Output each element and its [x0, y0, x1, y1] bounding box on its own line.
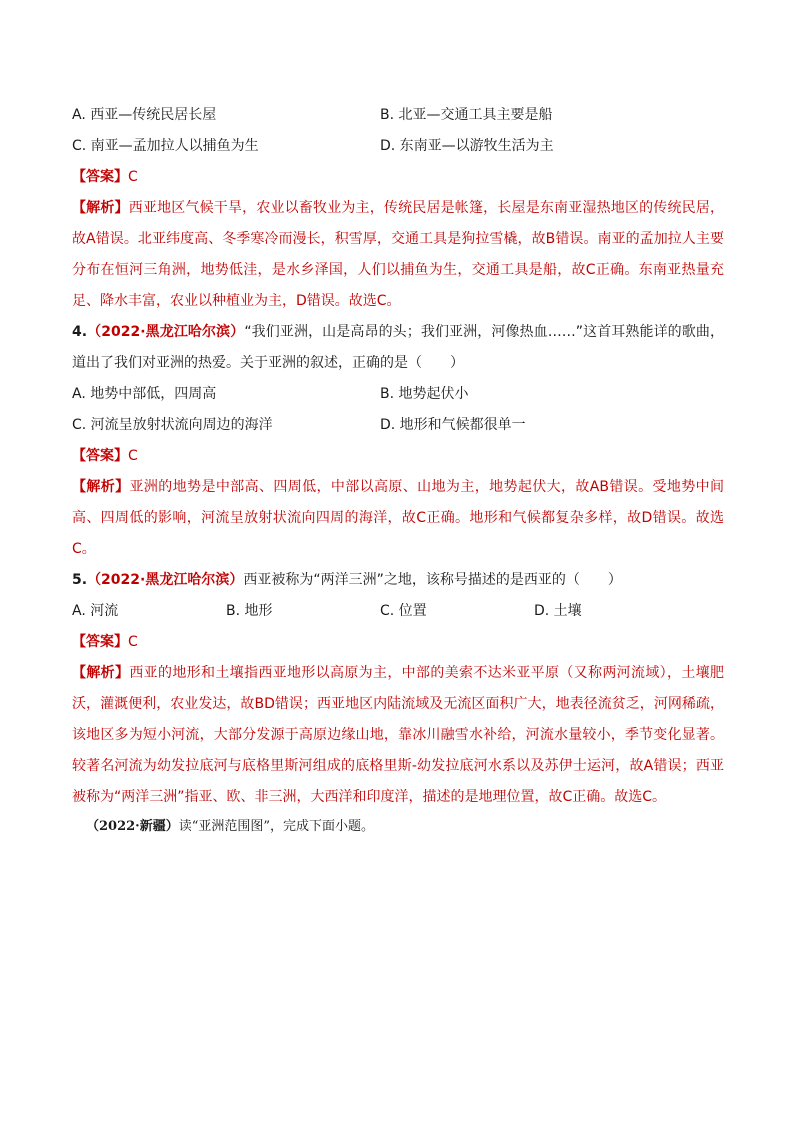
question-text: 西亚被称为“两洋三洲”之地，该称号描述的是西亚的（ ）: [243, 572, 622, 588]
q4-stem: [72, 317, 724, 379]
question-number: 4.: [72, 324, 88, 340]
q5-option-a: A. 河流: [72, 603, 119, 619]
answer-label: 【答案】: [72, 634, 128, 650]
analysis-text: 西亚地区气候干旱，农业以畜牧业为主，传统民居是帐篷，长屋是东南亚湿热地区的传统民居，故A错误。北亚纬度高、冬季寒冷而漫长，积雪厚，交通工具是狗拉雪橇，故B错误。南亚的孟加拉人主要分布在恒河三角洲，地势低洼，是水乡泽国，人们以捕鱼为生，交通工具是船，故C正确。东南亚热量充足、降水丰富，农业以种植业为主，D错误。故选C。: [72, 200, 725, 309]
q4-options-row-2: [72, 410, 724, 441]
q5-stem: [72, 565, 724, 596]
answer-value: C: [128, 634, 138, 650]
next-group-intro: [72, 813, 724, 841]
q3-option-a: A. 西亚—传统民居长屋: [72, 107, 217, 123]
q4-option-a: A. 地势中部低，四周高: [72, 386, 217, 402]
q3-option-d: D. 东南亚—以游牧生活为主: [380, 138, 554, 154]
q3-analysis: [72, 193, 724, 317]
document-page: [72, 100, 724, 841]
question-text: “我们亚洲，山是高昂的头；我们亚洲，河像热血……”这首耳熟能详的歌曲，道出了我们对亚洲的热爱。关于亚洲的叙述，正确的是（ ）: [72, 324, 724, 371]
analysis-text: 亚洲的地势是中部高、四周低，中部以高原、山地为主，地势起伏大，故AB错误。受地势中间高、四周低的影响，河流呈放射状流向四周的海洋，故C正确。地形和气候都复杂多样，故D错误。故选C。: [72, 479, 724, 557]
answer-label: 【答案】: [72, 169, 128, 185]
analysis-label: 【解析】: [72, 200, 129, 216]
q5-option-b: B. 地形: [226, 603, 273, 619]
analysis-label: 【解析】: [72, 479, 130, 495]
answer-value: C: [128, 169, 138, 185]
q4-option-d: D. 地形和气候都很单一: [380, 417, 526, 433]
group-instruction: 读“亚洲范围图”，完成下面小题。: [178, 819, 375, 834]
q3-options-row-1: [72, 100, 724, 131]
analysis-label: 【解析】: [72, 665, 130, 681]
answer-label: 【答案】: [72, 448, 128, 464]
q3-option-c: C. 南亚—孟加拉人以捕鱼为生: [72, 138, 259, 154]
q5-option-c: C. 位置: [380, 603, 427, 619]
answer-value: C: [128, 448, 138, 464]
q5-option-d: D. 土壤: [534, 603, 582, 619]
question-source: （2022·黑龙江哈尔滨）: [87, 572, 244, 588]
q5-options-row: [72, 596, 724, 627]
q3-option-b: B. 北亚—交通工具主要是船: [380, 107, 553, 123]
analysis-text: 西亚的地形和土壤指西亚地形以高原为主，中部的美索不达米亚平原（又称两河流域），土壤肥沃，灌溉便利，农业发达，故BD错误；西亚地区内陆流域及无流区面积广大，地表径流贫乏，河网稀疏，该地区多为短小河流，大部分发源于高原边缘山地，靠冰川融雪水补给，河流水量较小，季节变化显著。较著名河流为幼发拉底河与底格里斯河组成的底格里斯-幼发拉底河水系以及苏伊士运河，故A错误；西亚被称为“两洋三洲”指亚、欧、非三洲，大西洋和印度洋，描述的是地理位置，故C正确。故选C。: [72, 665, 725, 805]
question-number: 5.: [72, 572, 88, 588]
q4-options-row-1: [72, 379, 724, 410]
q4-answer: [72, 441, 724, 472]
q4-analysis: [72, 472, 724, 565]
q5-answer: [72, 627, 724, 658]
q4-option-c: C. 河流呈放射状流向周边的海洋: [72, 417, 273, 433]
question-source: （2022·黑龙江哈尔滨）: [87, 324, 245, 340]
group-source: （2022·新疆）: [86, 819, 179, 834]
q3-options-row-2: [72, 131, 724, 162]
q3-answer: [72, 162, 724, 193]
q5-analysis: [72, 658, 724, 813]
q4-option-b: B. 地势起伏小: [380, 386, 469, 402]
